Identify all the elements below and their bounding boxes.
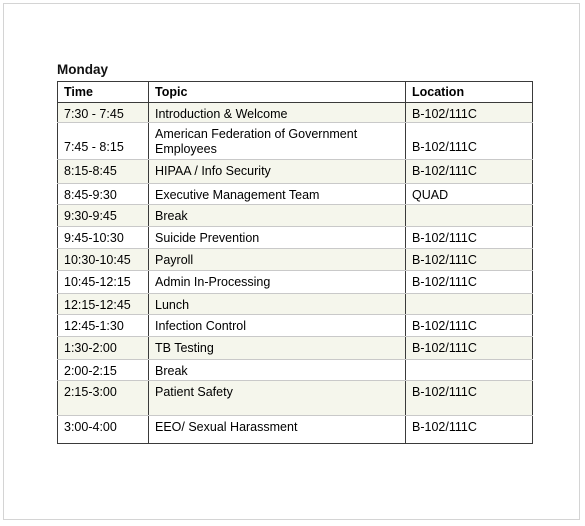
cell-location-text: QUAD [412,188,449,202]
cell-topic [149,160,406,184]
cell-time [58,271,149,294]
cell-topic-text: Lunch [155,298,190,312]
cell-location-text: B-102/111C [412,253,477,267]
table-row [58,160,533,184]
cell-time-text: 10:45-12:15 [64,275,131,289]
cell-location [406,416,533,444]
cell-location-text: B-102/111C [412,319,477,333]
cell-location-text [412,294,526,298]
cell-time [58,103,149,123]
day-heading: Monday [57,62,109,77]
cell-location [406,381,533,416]
cell-topic-text: Break [155,364,188,378]
table-row [58,271,533,294]
cell-topic [149,416,406,444]
cell-topic [149,381,406,416]
cell-location [406,315,533,337]
cell-topic-text: Executive Management Team [155,188,320,202]
cell-topic [149,337,406,360]
cell-time-text: 12:45-1:30 [64,319,124,333]
cell-time-text: 8:45-9:30 [64,188,117,202]
cell-topic-text: Patient Safety [155,385,233,399]
table-row [58,381,533,416]
cell-location [406,360,533,381]
cell-time-text: 9:30-9:45 [64,209,117,223]
cell-time [58,123,149,160]
cell-topic-text: Admin In-Processing [155,275,271,289]
table-row [58,227,533,249]
cell-location-text [412,205,526,209]
cell-time-text: 7:30 - 7:45 [64,107,124,121]
cell-topic-text: American Federation of Government Employees [155,127,358,156]
cell-topic-text: TB Testing [155,341,214,355]
cell-location-text: B-102/111C [412,164,477,178]
cell-time [58,381,149,416]
cell-time [58,227,149,249]
cell-location [406,123,533,160]
table-row [58,103,533,123]
cell-location-text [412,360,526,364]
cell-topic-text: Infection Control [155,319,247,333]
cell-location-text: B-102/111C [412,341,477,355]
table-row [58,294,533,315]
cell-topic-text: Payroll [155,253,194,267]
cell-location [406,205,533,227]
cell-location [406,103,533,123]
cell-location-text: B-102/111C [412,231,477,245]
table-row [58,184,533,205]
cell-topic [149,315,406,337]
cell-topic-text: Break [155,209,188,223]
cell-time [58,360,149,381]
cell-time-text: 9:45-10:30 [64,231,124,245]
cell-time [58,294,149,315]
cell-time [58,205,149,227]
cell-location [406,227,533,249]
table-row [58,205,533,227]
column-header-location: Location [406,82,533,103]
cell-topic-text: Introduction & Welcome [155,107,288,121]
table-row [58,360,533,381]
cell-topic [149,294,406,315]
cell-time [58,249,149,271]
cell-time [58,315,149,337]
cell-location [406,160,533,184]
cell-topic [149,103,406,123]
column-header-topic: Topic [149,82,406,103]
cell-location [406,337,533,360]
cell-location [406,249,533,271]
cell-location-text: B-102/111C [412,107,477,121]
table-row [58,249,533,271]
cell-time [58,416,149,444]
cell-topic [149,184,406,205]
cell-topic [149,360,406,381]
cell-topic [149,249,406,271]
cell-time-text: 2:00-2:15 [64,364,117,378]
cell-time [58,337,149,360]
schedule-body [58,103,533,444]
cell-topic [149,271,406,294]
cell-location-text: B-102/111C [412,275,477,289]
cell-location [406,271,533,294]
table-row [58,337,533,360]
cell-topic [149,123,406,160]
column-header-time: Time [58,82,149,103]
cell-location [406,294,533,315]
cell-location-text: B-102/111C [412,140,477,154]
cell-topic [149,205,406,227]
table-row [58,123,533,160]
cell-time-text: 7:45 - 8:15 [64,140,124,154]
schedule-table [57,81,533,444]
cell-location-text: B-102/111C [412,420,477,434]
cell-time [58,160,149,184]
header-row [58,82,533,103]
cell-topic-text: Suicide Prevention [155,231,260,245]
cell-location [406,184,533,205]
cell-time-text: 8:15-8:45 [64,164,117,178]
cell-time-text: 12:15-12:45 [64,298,131,312]
cell-time [58,184,149,205]
cell-location-text: B-102/111C [412,385,477,399]
cell-time-text: 1:30-2:00 [64,341,117,355]
table-row [58,416,533,444]
cell-topic-text: EEO/ Sexual Harassment [155,420,298,434]
table-row [58,315,533,337]
cell-time-text: 10:30-10:45 [64,253,131,267]
cell-topic [149,227,406,249]
cell-topic-text: HIPAA / Info Security [155,164,271,178]
cell-time-text: 3:00-4:00 [64,420,117,434]
cell-time-text: 2:15-3:00 [64,385,117,399]
